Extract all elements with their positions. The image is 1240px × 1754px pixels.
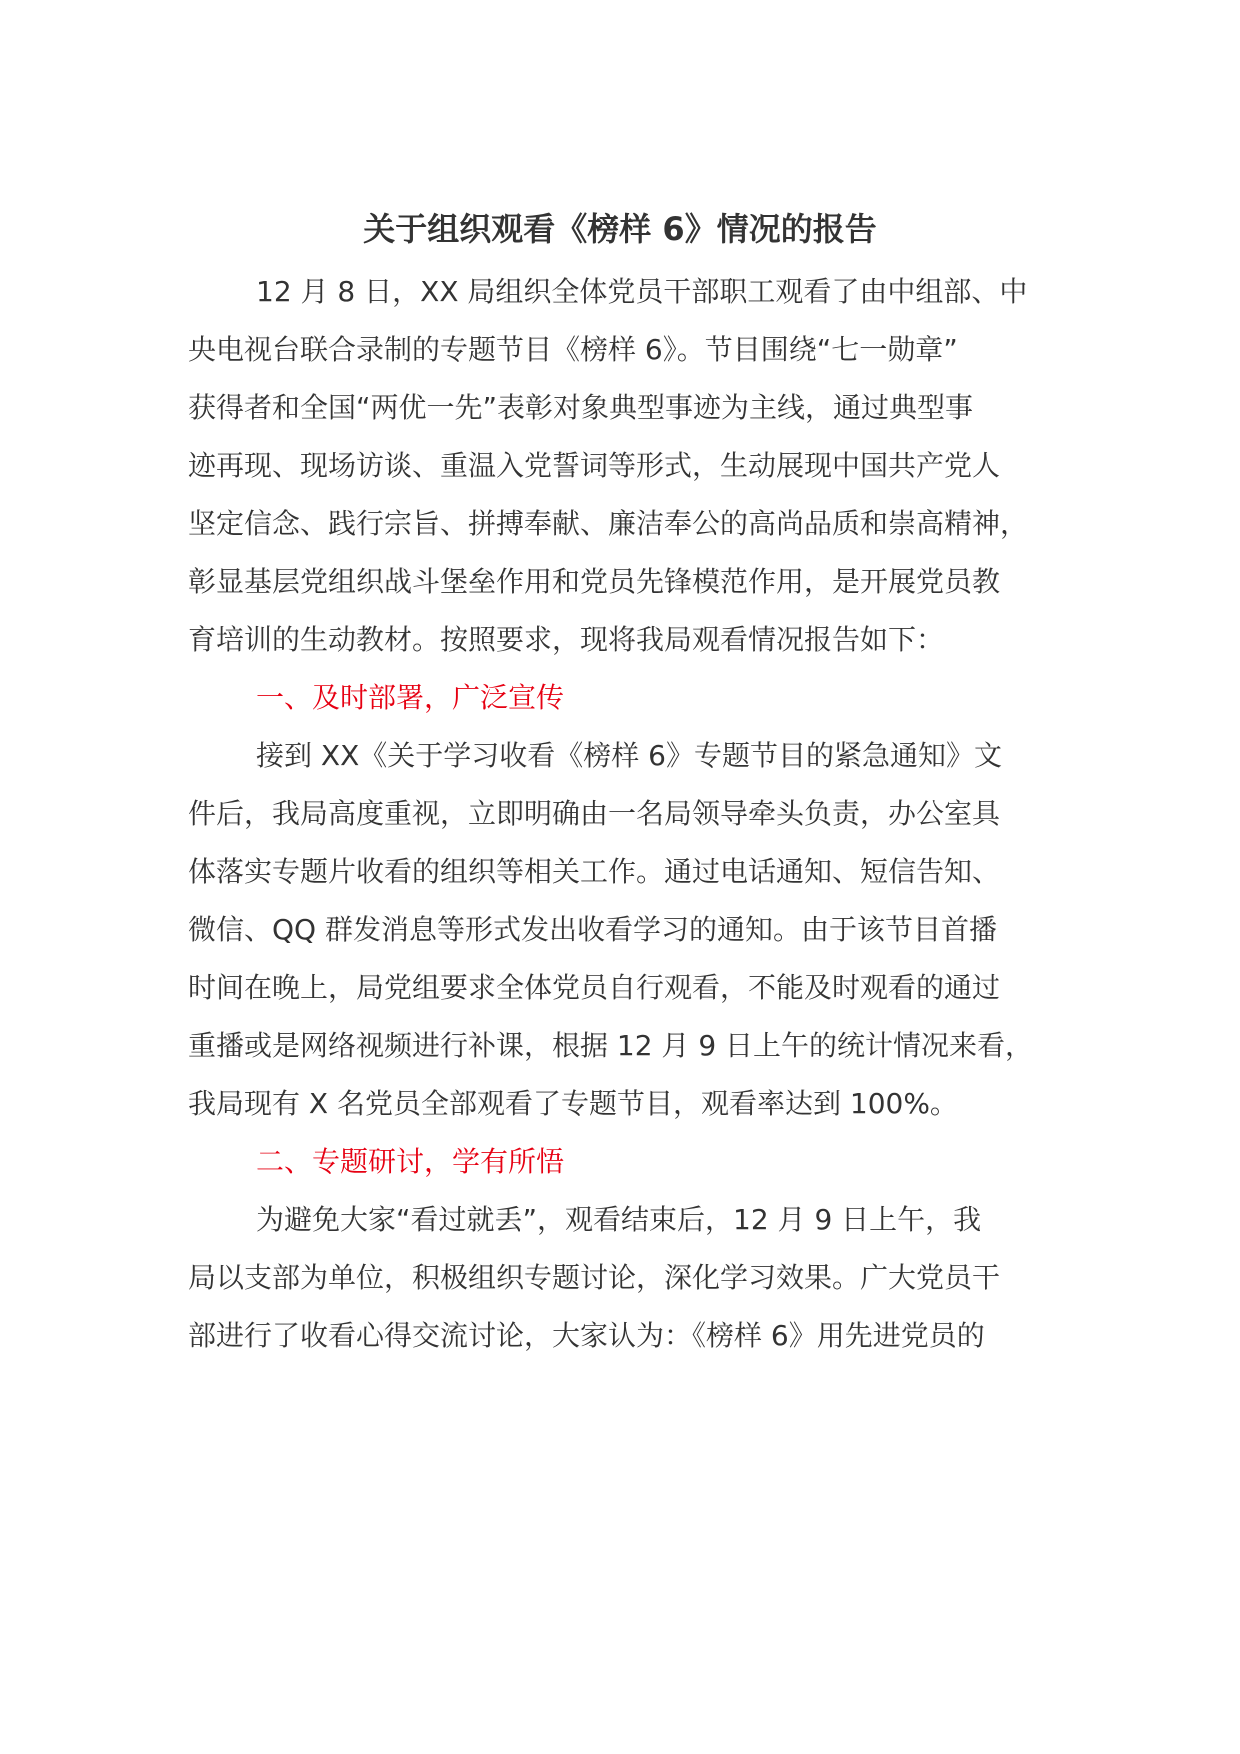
paragraph-line: 微信、QQ 群发消息等形式发出收看学习的通知。由于该节目首播 xyxy=(188,913,997,946)
paragraph-line: 件后，我局高度重视，立即明确由一名局领导牵头负责，办公室具 xyxy=(188,797,1001,830)
paragraph-line: 时间在晚上，局党组要求全体党员自行观看，不能及时观看的通过 xyxy=(188,971,1001,1004)
section-heading: 二、专题研讨，学有所悟 xyxy=(256,1145,565,1178)
paragraph-line: 重播或是网络视频进行补课，根据 12 月 9 日上午的统计情况来看， xyxy=(188,1029,1034,1062)
paragraph-line: 体落实专题片收看的组织等相关工作。通过电话通知、短信告知、 xyxy=(188,855,1001,888)
paragraph-line: 获得者和全国“两优一先”表彰对象典型事迹为主线，通过典型事 xyxy=(188,391,974,424)
paragraph-line: 局以支部为单位，积极组织专题讨论，深化学习效果。广大党员干 xyxy=(188,1261,1001,1294)
paragraph-line: 彰显基层党组织战斗堡垒作用和党员先锋模范作用，是开展党员教 xyxy=(188,565,1001,598)
document-title: 关于组织观看《榜样 6》情况的报告 xyxy=(363,210,877,248)
paragraph-line: 育培训的生动教材。按照要求，现将我局观看情况报告如下： xyxy=(188,623,945,656)
paragraph-line: 迹再现、现场访谈、重温入党誓词等形式，生动展现中国共产党人 xyxy=(188,449,1001,482)
section-heading: 一、及时部署，广泛宣传 xyxy=(256,681,565,714)
paragraph-line: 为避免大家“看过就丢”，观看结束后，12 月 9 日上午，我 xyxy=(256,1203,982,1236)
paragraph-line: 接到 XX《关于学习收看《榜样 6》专题节目的紧急通知》文 xyxy=(256,739,1002,772)
paragraph-line: 我局现有 X 名党员全部观看了专题节目，观看率达到 100%。 xyxy=(188,1087,958,1120)
paragraph-line: 12 月 8 日，XX 局组织全体党员干部职工观看了由中组部、中 xyxy=(256,275,1028,308)
paragraph-line: 央电视台联合录制的专题节目《榜样 6》。节目围绕“七一勋章” xyxy=(188,333,958,366)
paragraph-line: 坚定信念、践行宗旨、拼搏奉献、廉洁奉公的高尚品质和崇高精神， xyxy=(188,507,1029,540)
paragraph-line: 部进行了收看心得交流讨论，大家认为：《榜样 6》用先进党员的 xyxy=(188,1319,985,1352)
